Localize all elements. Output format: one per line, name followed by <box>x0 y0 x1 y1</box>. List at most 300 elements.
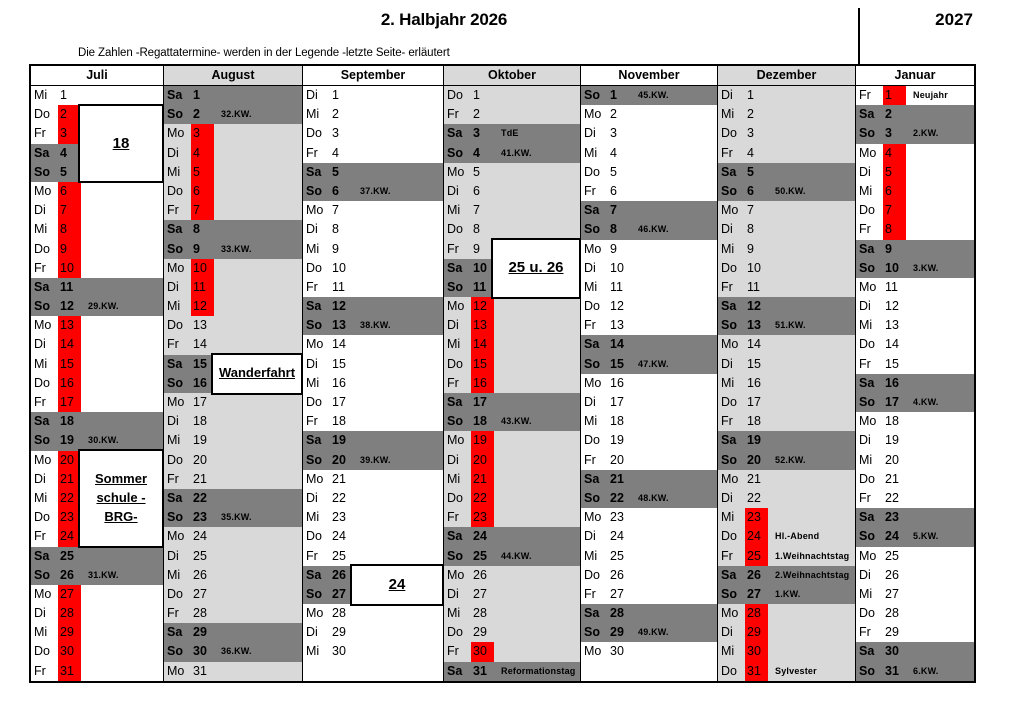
day-row <box>31 393 163 412</box>
day-weekday: Sa <box>584 606 600 621</box>
day-row <box>856 105 974 124</box>
day-weekday: Sa <box>447 529 463 544</box>
day-number: 23 <box>885 510 899 525</box>
day-row <box>856 259 974 278</box>
day-note: 2.KW. <box>913 128 939 139</box>
day-row <box>856 240 974 259</box>
day-row <box>718 431 855 450</box>
day-weekday: Mi <box>584 145 598 160</box>
day-row <box>718 451 855 470</box>
day-number: 12 <box>60 299 74 314</box>
day-weekday: Di <box>859 164 871 179</box>
day-number: 7 <box>747 203 754 218</box>
day-weekday: Fr <box>721 548 733 563</box>
day-number: 21 <box>332 471 346 486</box>
day-note <box>353 201 443 220</box>
day-row <box>444 124 580 143</box>
month-header: August <box>164 66 302 86</box>
day-weekday: Di <box>584 260 596 275</box>
day-weekday: So <box>306 586 322 601</box>
day-number: 9 <box>193 241 200 256</box>
day-weekday: Mi <box>721 241 735 256</box>
month-body <box>444 86 580 681</box>
day-row <box>444 662 580 681</box>
day-weekday: So <box>721 586 737 601</box>
day-row <box>303 259 443 278</box>
day-weekday: Fr <box>306 145 318 160</box>
day-row <box>856 182 974 201</box>
day-row <box>164 335 302 354</box>
day-weekday: Sa <box>167 625 183 640</box>
day-note <box>768 489 855 508</box>
day-number: 31 <box>193 663 207 678</box>
day-weekday: Mo <box>859 548 877 563</box>
day-note <box>494 623 580 642</box>
month-body <box>856 86 974 681</box>
day-weekday: Sa <box>447 126 463 141</box>
day-row <box>718 489 855 508</box>
day-number: 11 <box>885 279 898 294</box>
day-note <box>353 144 443 163</box>
day-number: 3 <box>473 126 480 141</box>
day-note: 35.KW. <box>221 512 252 523</box>
day-note <box>906 508 974 527</box>
day-note <box>214 335 302 354</box>
month-body <box>303 86 443 681</box>
day-weekday: Mi <box>167 567 181 582</box>
day-number: 6 <box>747 183 754 198</box>
day-weekday: So <box>859 663 875 678</box>
day-number: 8 <box>193 222 200 237</box>
day-weekday: Mo <box>584 375 602 390</box>
day-number: 10 <box>747 260 761 275</box>
day-note <box>906 240 974 259</box>
day-number: 2 <box>747 107 754 122</box>
day-row <box>31 431 163 450</box>
day-note <box>631 297 717 316</box>
day-number: 10 <box>58 259 81 278</box>
day-weekday: Di <box>447 586 459 601</box>
day-number: 31 <box>473 663 487 678</box>
day-note <box>214 451 302 470</box>
day-row <box>856 623 974 642</box>
day-note: 33.KW. <box>221 243 252 254</box>
day-note: 29.KW. <box>88 301 119 312</box>
day-weekday: Mi <box>859 318 873 333</box>
month-column-oktober <box>444 66 581 681</box>
month-header: November <box>581 66 717 86</box>
day-row <box>444 316 580 335</box>
day-number: 28 <box>885 606 899 621</box>
day-weekday: Mo <box>721 471 739 486</box>
day-number: 3 <box>885 126 892 141</box>
day-weekday: Mo <box>306 337 324 352</box>
day-weekday: Mo <box>721 203 739 218</box>
day-weekday: Mi <box>306 241 320 256</box>
day-row <box>31 220 163 239</box>
day-weekday: Di <box>34 337 46 352</box>
day-weekday: Mi <box>306 644 320 659</box>
day-weekday: So <box>34 164 50 179</box>
day-note <box>353 355 443 374</box>
day-note <box>494 355 580 374</box>
day-note <box>494 451 580 470</box>
day-weekday: Di <box>306 356 318 371</box>
day-weekday: Fr <box>167 471 179 486</box>
day-number: 21 <box>885 471 899 486</box>
day-weekday: Sa <box>721 299 737 314</box>
day-note: 50.KW. <box>775 185 806 196</box>
day-row <box>444 297 580 316</box>
day-weekday: Fr <box>859 88 871 102</box>
annotation-box-label: schule - <box>96 490 146 506</box>
day-note <box>353 374 443 393</box>
day-note <box>353 163 443 182</box>
day-row <box>444 335 580 354</box>
day-number: 4 <box>332 145 339 160</box>
day-weekday: Mi <box>584 548 598 563</box>
day-note <box>81 259 163 278</box>
day-row <box>31 374 163 393</box>
day-row <box>31 547 163 566</box>
day-note <box>494 604 580 623</box>
day-row <box>303 623 443 642</box>
day-note <box>81 220 163 239</box>
day-note <box>631 431 717 450</box>
day-row <box>164 240 302 259</box>
day-number: 4 <box>610 145 617 160</box>
day-number: 30 <box>332 644 346 659</box>
month-column-juli <box>31 66 164 681</box>
day-row <box>856 355 974 374</box>
day-note: 51.KW. <box>775 320 806 331</box>
day-note <box>768 259 855 278</box>
day-number: 2 <box>473 107 480 122</box>
day-weekday: Di <box>447 183 459 198</box>
day-weekday: Do <box>447 625 463 640</box>
day-number: 6 <box>58 182 81 201</box>
day-number: 6 <box>883 182 906 201</box>
day-note <box>906 642 974 661</box>
day-note <box>768 163 855 182</box>
day-row <box>581 585 717 604</box>
day-number: 11 <box>191 278 214 297</box>
day-weekday: Do <box>721 395 737 409</box>
day-number: 9 <box>610 241 617 256</box>
day-note <box>631 451 717 470</box>
day-note <box>494 585 580 604</box>
day-weekday: Do <box>34 375 50 390</box>
day-weekday: Fr <box>859 490 871 505</box>
day-weekday: Mo <box>167 260 185 275</box>
day-row <box>718 604 855 623</box>
day-row <box>581 278 717 297</box>
day-weekday: Fr <box>721 414 733 429</box>
day-number: 6 <box>191 182 214 201</box>
day-number: 7 <box>883 201 906 220</box>
day-weekday: Mo <box>584 644 602 659</box>
day-note <box>631 604 717 623</box>
day-number: 8 <box>610 222 617 237</box>
day-weekday: Fr <box>447 241 459 256</box>
day-number: 25 <box>610 548 624 563</box>
day-note <box>768 470 855 489</box>
day-note <box>631 144 717 163</box>
day-weekday: Mo <box>34 183 52 198</box>
day-number: 1 <box>747 88 754 102</box>
day-row <box>303 508 443 527</box>
day-row <box>856 451 974 470</box>
day-note <box>906 105 974 124</box>
day-number: 9 <box>885 241 892 256</box>
day-note: 43.KW. <box>501 416 532 427</box>
day-number: 11 <box>60 279 74 294</box>
day-row <box>581 642 717 661</box>
day-number: 2 <box>885 107 892 122</box>
day-number: 14 <box>610 337 624 352</box>
day-row <box>31 566 163 585</box>
day-weekday: Di <box>447 452 459 467</box>
day-weekday: Do <box>306 260 322 275</box>
day-weekday: Do <box>859 337 875 352</box>
day-row <box>581 623 717 642</box>
day-row <box>303 316 443 335</box>
day-row <box>303 470 443 489</box>
day-note <box>81 240 163 259</box>
day-number: 19 <box>471 431 494 450</box>
day-number: 11 <box>473 279 487 294</box>
day-row <box>164 547 302 566</box>
day-number: 7 <box>610 203 617 218</box>
day-note <box>214 431 302 450</box>
day-weekday: Mi <box>859 586 873 601</box>
day-number: 31 <box>885 663 899 678</box>
month-column-januar <box>856 66 974 681</box>
day-weekday: So <box>584 222 600 237</box>
day-row <box>444 489 580 508</box>
day-row <box>164 124 302 143</box>
day-row <box>164 527 302 546</box>
day-note <box>214 662 302 681</box>
day-number: 18 <box>473 414 487 429</box>
day-weekday: So <box>306 183 322 198</box>
day-row <box>581 144 717 163</box>
day-number: 12 <box>610 299 624 314</box>
day-note <box>906 431 974 450</box>
day-row <box>718 585 855 604</box>
day-row <box>718 470 855 489</box>
day-note <box>494 431 580 450</box>
day-number: 20 <box>193 452 207 467</box>
day-number: 1 <box>332 88 339 102</box>
day-note <box>81 547 163 566</box>
day-note <box>353 240 443 259</box>
day-row <box>444 642 580 661</box>
month-column-september <box>303 66 444 681</box>
day-number: 15 <box>332 356 346 371</box>
day-row <box>31 585 163 604</box>
day-weekday: Sa <box>34 145 50 160</box>
annotation-box <box>491 238 581 299</box>
day-weekday: Sa <box>34 548 50 563</box>
day-note <box>906 451 974 470</box>
month-header: Januar <box>856 66 974 86</box>
day-row <box>444 547 580 566</box>
day-number: 22 <box>58 489 81 508</box>
day-note: 45.KW. <box>638 90 669 100</box>
day-note <box>631 566 717 585</box>
day-weekday: Di <box>306 490 318 505</box>
day-number: 13 <box>747 318 761 333</box>
day-note <box>81 374 163 393</box>
day-note <box>353 278 443 297</box>
day-note <box>906 278 974 297</box>
day-number: 3 <box>610 126 617 141</box>
day-number: 22 <box>332 490 346 505</box>
day-weekday: Di <box>306 88 318 102</box>
day-row <box>718 105 855 124</box>
day-weekday: Mo <box>859 145 877 160</box>
day-number: 13 <box>471 316 494 335</box>
day-weekday: So <box>306 318 322 333</box>
day-number: 13 <box>610 318 624 333</box>
day-note <box>631 374 717 393</box>
day-weekday: So <box>447 145 463 160</box>
day-note <box>768 412 855 431</box>
day-row <box>581 105 717 124</box>
day-number: 2 <box>332 107 339 122</box>
day-note <box>353 623 443 642</box>
day-number: 9 <box>332 241 339 256</box>
day-note <box>631 393 717 412</box>
day-weekday: Di <box>584 395 596 409</box>
day-note: 1.Weihnachtstag <box>775 550 850 561</box>
day-row <box>581 374 717 393</box>
day-row <box>581 182 717 201</box>
day-weekday: Do <box>306 126 322 141</box>
day-weekday: Sa <box>584 471 600 486</box>
day-row <box>718 335 855 354</box>
day-weekday: Sa <box>167 490 183 505</box>
day-row <box>31 604 163 623</box>
day-note <box>214 393 302 412</box>
day-number: 16 <box>747 375 761 390</box>
day-weekday: Di <box>167 145 179 160</box>
day-row <box>444 201 580 220</box>
day-note <box>768 355 855 374</box>
day-number: 14 <box>471 335 494 354</box>
day-row <box>303 527 443 546</box>
day-row <box>856 412 974 431</box>
day-row <box>31 642 163 661</box>
day-row <box>31 86 163 105</box>
day-row <box>718 393 855 412</box>
day-number: 1 <box>883 86 906 105</box>
day-note <box>214 623 302 642</box>
day-number: 22 <box>610 490 624 505</box>
day-weekday: Fr <box>306 279 318 294</box>
day-note: Sylvester <box>775 665 817 676</box>
day-note: 30.KW. <box>88 435 119 446</box>
day-weekday: Mo <box>34 586 52 601</box>
day-weekday: Fr <box>584 318 596 333</box>
month-body <box>164 86 302 681</box>
day-row <box>856 662 974 681</box>
day-row <box>303 220 443 239</box>
day-number: 24 <box>745 527 768 546</box>
day-note: 48.KW. <box>638 492 669 503</box>
day-weekday: Fr <box>584 452 596 467</box>
day-weekday: Sa <box>167 356 183 371</box>
day-row <box>164 201 302 220</box>
annotation-box <box>78 449 164 548</box>
day-number: 10 <box>610 260 624 275</box>
day-weekday: Do <box>167 183 183 198</box>
day-note: 36.KW. <box>221 646 252 657</box>
day-number: 23 <box>745 508 768 527</box>
day-number: 26 <box>60 567 74 582</box>
day-row <box>31 201 163 220</box>
calendar-table <box>29 64 976 683</box>
day-number: 19 <box>60 433 74 448</box>
day-weekday: Fr <box>306 414 318 429</box>
day-note <box>906 335 974 354</box>
day-note <box>768 240 855 259</box>
day-number: 17 <box>332 395 346 409</box>
day-number: 17 <box>58 393 81 412</box>
annotation-box-label: 18 <box>112 134 130 152</box>
day-number: 10 <box>473 260 487 275</box>
day-row <box>31 259 163 278</box>
day-note: 52.KW. <box>775 454 806 465</box>
day-number: 10 <box>885 260 899 275</box>
day-number: 4 <box>191 144 214 163</box>
day-note: Hl.-Abend <box>775 531 820 542</box>
day-note <box>214 182 302 201</box>
day-number: 28 <box>473 606 487 621</box>
day-note <box>631 470 717 489</box>
day-number: 24 <box>332 529 346 544</box>
day-number: 30 <box>193 644 207 659</box>
month-column-dezember <box>718 66 856 681</box>
day-row <box>718 374 855 393</box>
day-row <box>856 86 974 105</box>
day-row <box>856 566 974 585</box>
day-weekday: So <box>447 279 463 294</box>
day-row <box>581 489 717 508</box>
day-number: 20 <box>747 452 761 467</box>
month-column-november <box>581 66 718 681</box>
day-weekday: Mi <box>447 337 461 352</box>
day-row <box>581 470 717 489</box>
day-number: 4 <box>747 145 754 160</box>
day-row <box>164 144 302 163</box>
day-number: 18 <box>747 414 761 429</box>
day-note <box>214 259 302 278</box>
day-row <box>856 163 974 182</box>
day-weekday: Sa <box>447 663 463 678</box>
day-note <box>81 201 163 220</box>
day-row <box>164 604 302 623</box>
day-weekday: Fr <box>721 279 733 294</box>
day-number: 18 <box>60 414 74 429</box>
day-number: 3 <box>332 126 339 141</box>
day-row <box>856 297 974 316</box>
day-row <box>581 86 717 105</box>
day-number: 16 <box>885 375 899 390</box>
month-body <box>718 86 855 681</box>
day-note: Reformationstag <box>501 665 576 676</box>
